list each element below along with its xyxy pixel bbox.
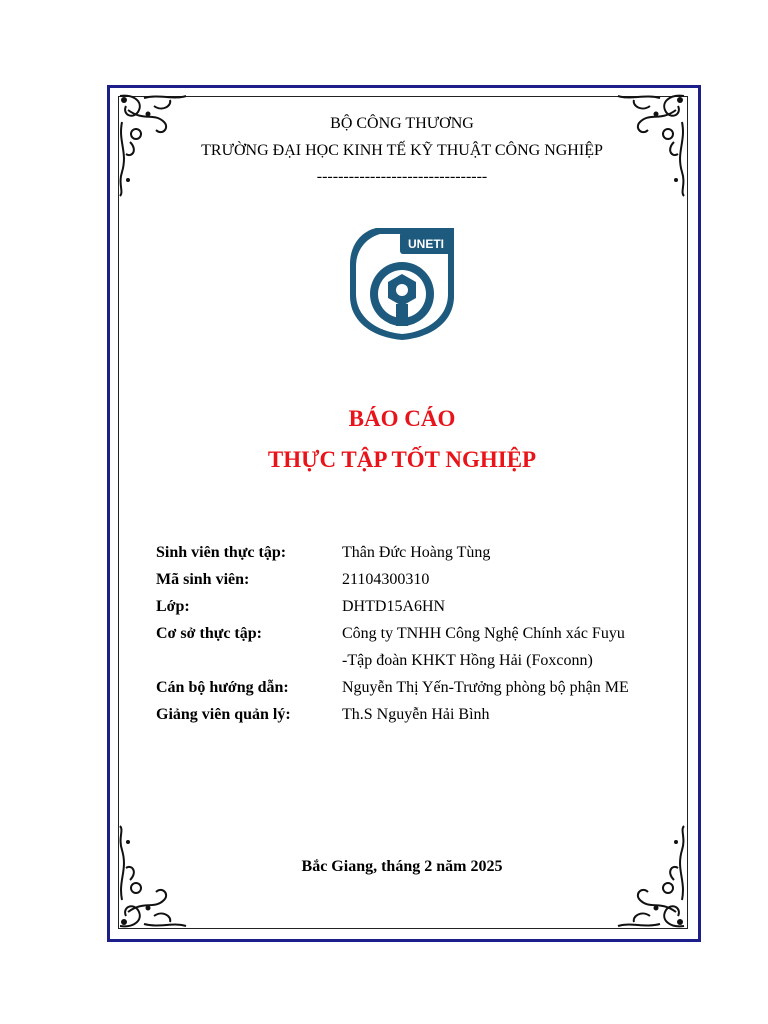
info-label: Lớp: [156, 598, 190, 615]
university-logo [340, 224, 465, 344]
info-value: Nguyễn Thị Yến-Trưởng phòng bộ phận ME [342, 679, 629, 696]
university-name: TRƯỜNG ĐẠI HỌC KINH TẾ KỸ THUẬT CÔNG NGHIỆP [201, 142, 603, 159]
logo-acronym: UNETI [408, 237, 444, 251]
info-row [156, 539, 676, 566]
corner-ornament-bottom-left [114, 822, 192, 930]
corner-ornament-bottom-right [612, 822, 690, 930]
student-info-table [156, 539, 676, 728]
info-label: Cán bộ hướng dẫn: [156, 679, 289, 696]
info-label: Giảng viên quản lý: [156, 706, 291, 723]
info-row [156, 620, 676, 647]
info-row [156, 647, 676, 674]
ministry-name: BỘ CÔNG THƯƠNG [330, 115, 474, 132]
info-row [156, 566, 676, 593]
info-label: Cơ sở thực tập: [156, 625, 262, 642]
header-divider: -------------------------------- [316, 168, 488, 185]
report-title-line2: THỰC TẬP TỐT NGHIỆP [267, 447, 537, 472]
info-value: Th.S Nguyễn Hải Bình [342, 706, 490, 723]
info-row [156, 674, 676, 701]
place-and-date: Bắc Giang, tháng 2 năm 2025 [301, 858, 503, 875]
info-value: Công ty TNHH Công Nghệ Chính xác Fuyu [342, 625, 625, 642]
info-row [156, 701, 676, 728]
info-value: Thân Đức Hoàng Tùng [342, 544, 491, 561]
info-label: Mã sinh viên: [156, 571, 250, 588]
report-title-line1: BÁO CÁO [348, 406, 456, 431]
info-value: DHTD15A6HN [342, 598, 446, 615]
info-label: Sinh viên thực tập: [156, 544, 287, 561]
info-label [156, 647, 342, 674]
page-border-inner [118, 96, 688, 929]
info-row [156, 593, 676, 620]
info-value: 21104300310 [342, 571, 430, 588]
info-value: -Tập đoàn KHKT Hồng Hải (Foxconn) [342, 652, 593, 669]
